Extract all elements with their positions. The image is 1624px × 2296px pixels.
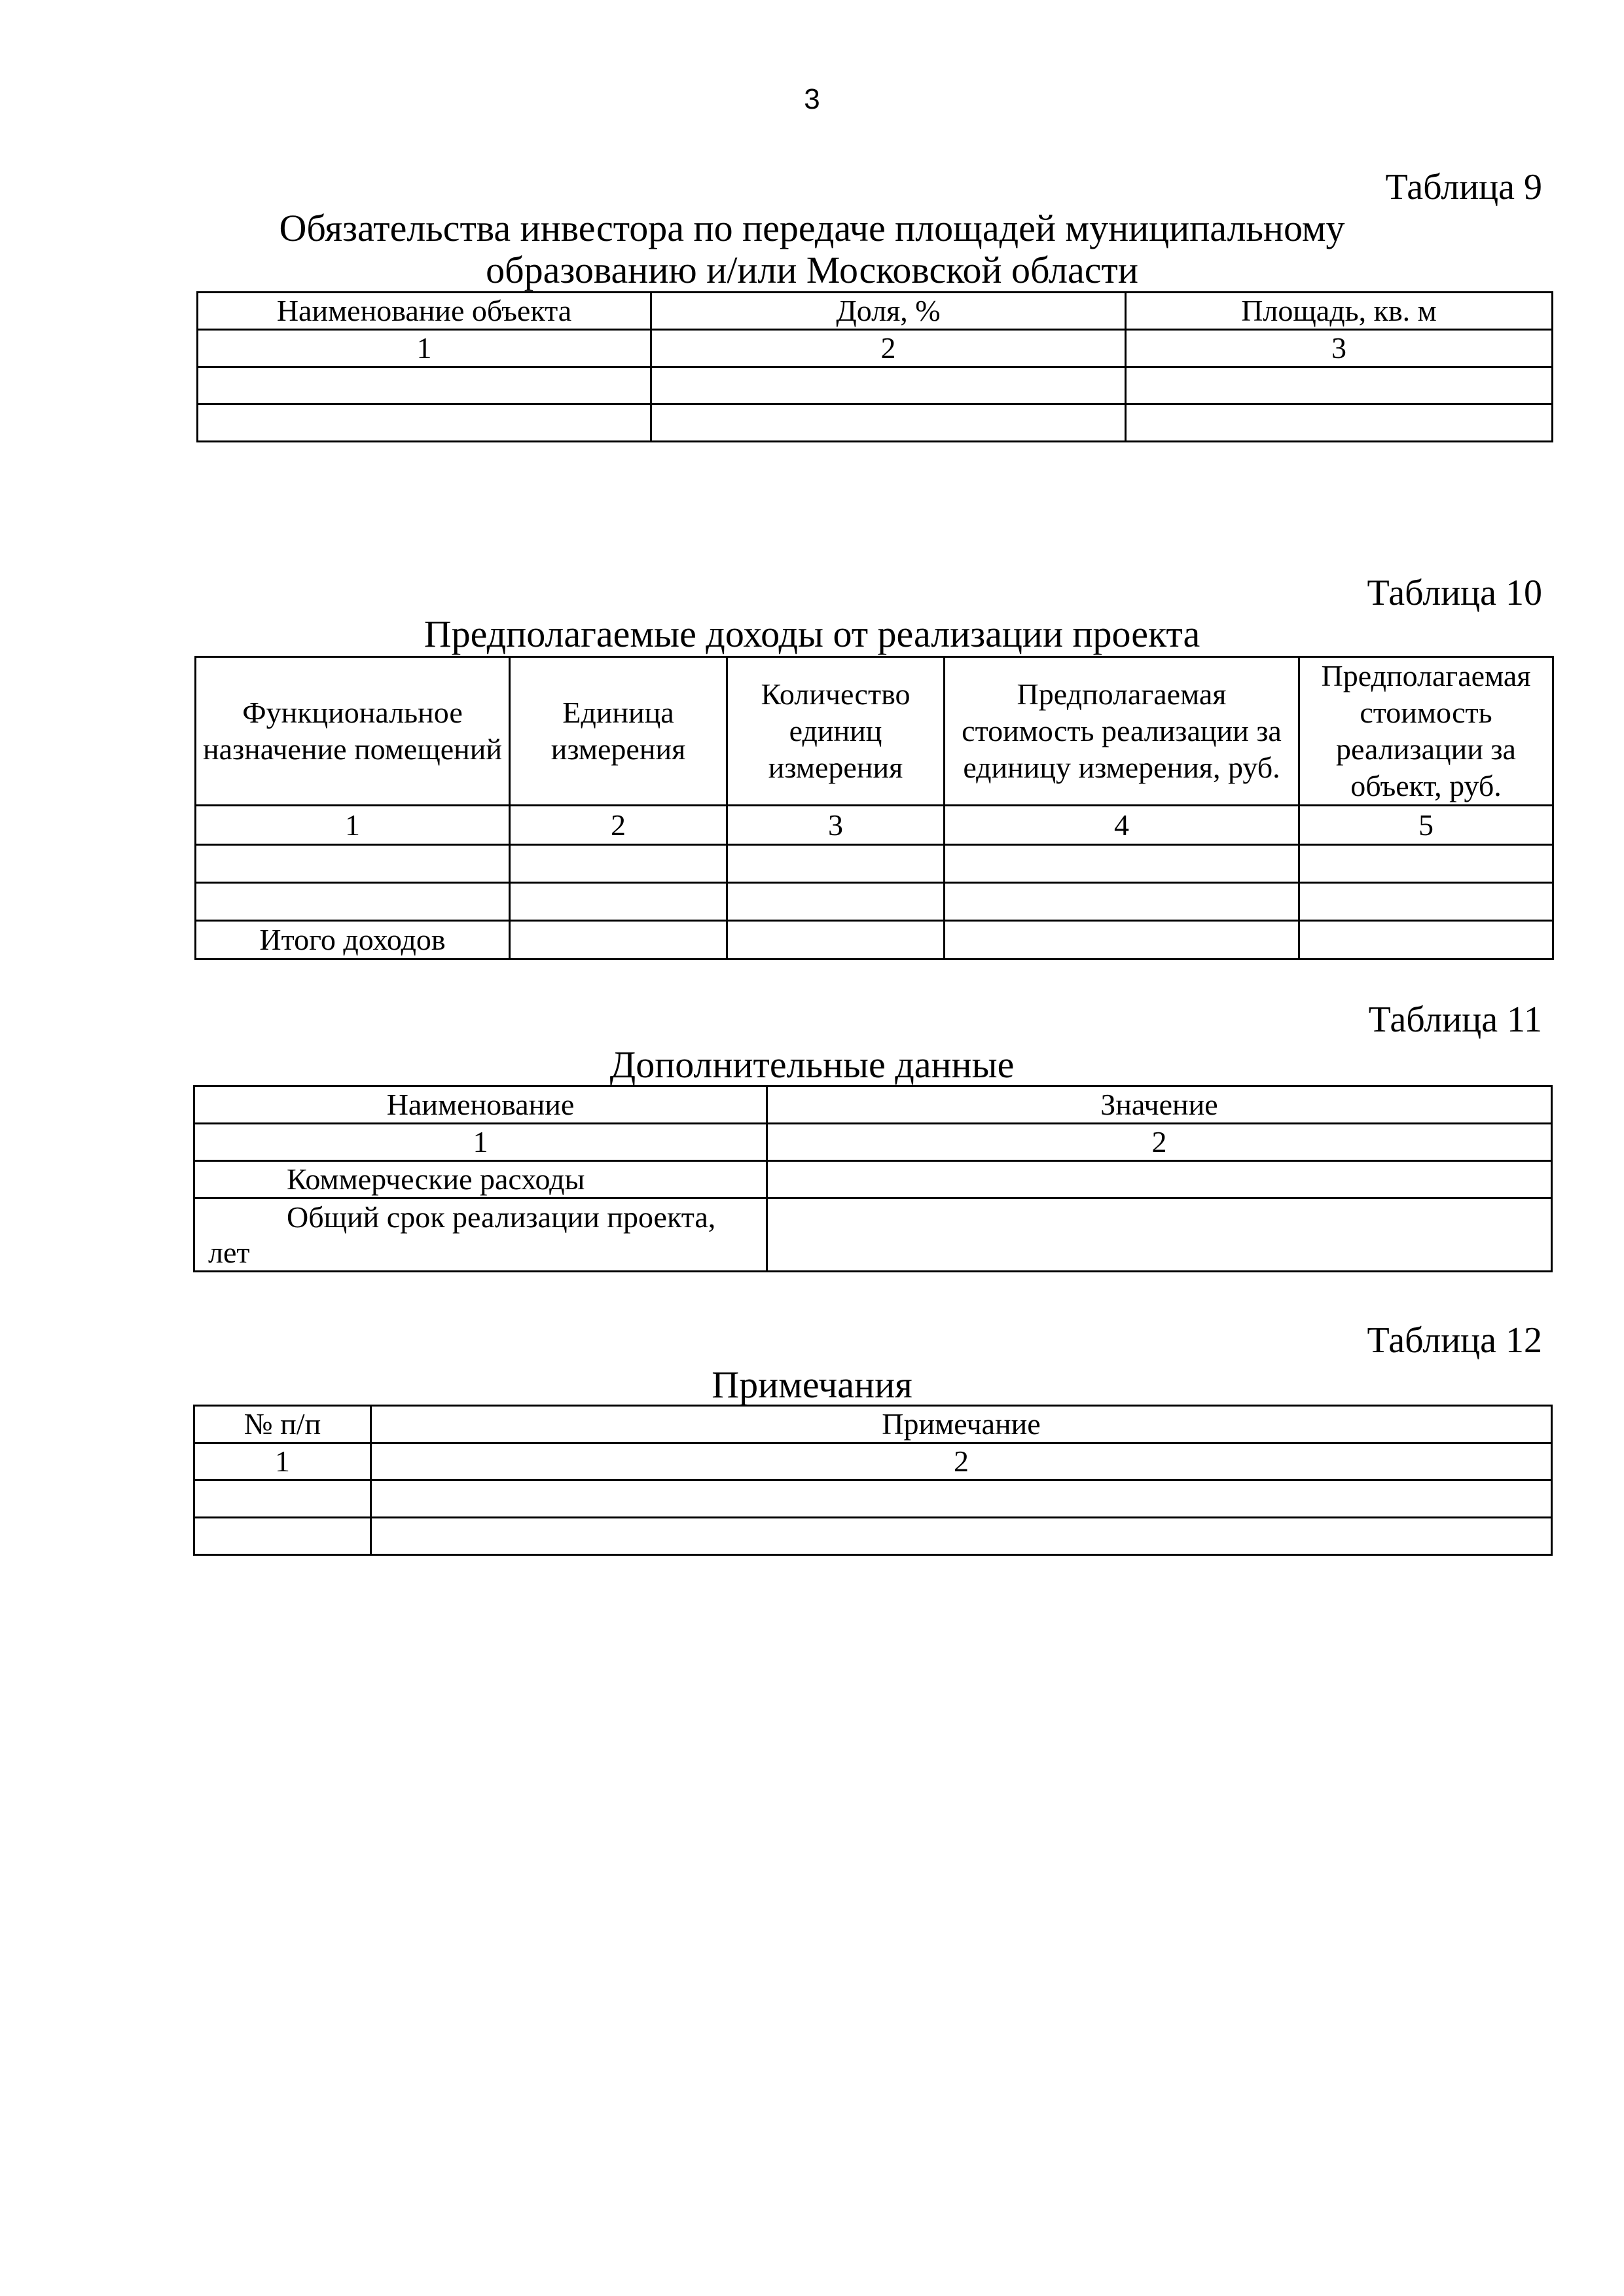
empty-cell bbox=[194, 1480, 371, 1518]
column-number-cell: 1 bbox=[194, 1124, 767, 1161]
header-cell: Предполагаемая стоимость реализации за единицу измерения, руб. bbox=[945, 657, 1299, 806]
table-row bbox=[196, 657, 1553, 806]
table-10-title: Предполагаемые доходы от реализации проекта bbox=[424, 613, 1200, 655]
column-number-cell: 2 bbox=[510, 806, 727, 845]
table-row bbox=[196, 883, 1553, 921]
header-cell: Единица измерения bbox=[510, 657, 727, 806]
empty-cell bbox=[510, 921, 727, 960]
table-11-label: Таблица 11 bbox=[1368, 999, 1542, 1040]
table-row bbox=[194, 1480, 1552, 1518]
header-cell: Количество единиц измерения bbox=[727, 657, 945, 806]
header-cell: Функциональное назначение помещений bbox=[196, 657, 510, 806]
table-row bbox=[196, 845, 1553, 883]
table-row bbox=[194, 1124, 1552, 1161]
header-cell: Наименование объекта bbox=[198, 293, 651, 330]
table-row bbox=[198, 330, 1553, 367]
empty-cell bbox=[196, 845, 510, 883]
header-cell: Площадь, кв. м bbox=[1126, 293, 1553, 330]
table-11-title: Дополнительные данные bbox=[609, 1043, 1015, 1086]
table-10 bbox=[194, 656, 1554, 960]
empty-cell bbox=[1299, 845, 1553, 883]
table-row bbox=[194, 1161, 1552, 1198]
empty-cell bbox=[194, 1518, 371, 1555]
empty-cell bbox=[371, 1480, 1552, 1518]
column-number-cell: 4 bbox=[945, 806, 1299, 845]
empty-cell bbox=[198, 404, 651, 442]
empty-cell bbox=[945, 921, 1299, 960]
column-number-cell: 1 bbox=[196, 806, 510, 845]
empty-cell bbox=[767, 1198, 1552, 1272]
header-cell: Предполагаемая стоимость реализации за объект, руб. bbox=[1299, 657, 1553, 806]
empty-cell bbox=[198, 367, 651, 404]
empty-cell bbox=[510, 845, 727, 883]
column-number-cell: 2 bbox=[651, 330, 1126, 367]
column-number-cell: 2 bbox=[767, 1124, 1552, 1161]
table-row bbox=[198, 293, 1553, 330]
column-number-cell: 1 bbox=[194, 1443, 371, 1480]
page-number: 3 bbox=[804, 83, 820, 115]
table-12 bbox=[193, 1405, 1553, 1556]
table-row bbox=[196, 806, 1553, 845]
empty-cell bbox=[1299, 921, 1553, 960]
total-label-cell: Итого доходов bbox=[196, 921, 510, 960]
column-number-cell: 3 bbox=[727, 806, 945, 845]
empty-cell bbox=[196, 883, 510, 921]
table-12-title: Примечания bbox=[712, 1363, 912, 1406]
header-cell: Примечание bbox=[371, 1406, 1552, 1443]
header-cell: Доля, % bbox=[651, 293, 1126, 330]
empty-cell bbox=[1126, 404, 1553, 442]
empty-cell bbox=[727, 921, 945, 960]
commercial-expenses-cell: Коммерческие расходы bbox=[194, 1161, 767, 1198]
table-11 bbox=[193, 1085, 1553, 1272]
table-row bbox=[194, 1443, 1552, 1480]
project-term-line-2: лет bbox=[208, 1235, 250, 1269]
header-cell: Значение bbox=[767, 1086, 1552, 1124]
empty-cell bbox=[945, 883, 1299, 921]
empty-cell bbox=[651, 367, 1126, 404]
table-9-title-line-1: Обязательства инвестора по передаче площадей муниципальному bbox=[279, 207, 1345, 249]
table-row bbox=[196, 921, 1553, 960]
column-number-cell: 3 bbox=[1126, 330, 1553, 367]
header-cell: Наименование bbox=[194, 1086, 767, 1124]
table-row bbox=[198, 404, 1553, 442]
project-term-line-1: Общий срок реализации проекта, bbox=[287, 1200, 716, 1234]
table-row bbox=[194, 1198, 1552, 1272]
table-row bbox=[194, 1518, 1552, 1555]
column-number-cell: 2 bbox=[371, 1443, 1552, 1480]
empty-cell bbox=[945, 845, 1299, 883]
table-row bbox=[198, 367, 1553, 404]
table-9-title-line-2: образованию и/или Московской области bbox=[486, 249, 1138, 291]
table-9-label: Таблица 9 bbox=[1385, 167, 1542, 207]
table-row bbox=[194, 1086, 1552, 1124]
table-10-label: Таблица 10 bbox=[1367, 573, 1542, 613]
project-term-cell bbox=[194, 1198, 767, 1272]
empty-cell bbox=[727, 883, 945, 921]
table-9 bbox=[196, 291, 1553, 442]
empty-cell bbox=[1299, 883, 1553, 921]
column-number-cell: 5 bbox=[1299, 806, 1553, 845]
table-row bbox=[194, 1406, 1552, 1443]
column-number-cell: 1 bbox=[198, 330, 651, 367]
table-12-label: Таблица 12 bbox=[1367, 1320, 1542, 1361]
empty-cell bbox=[727, 845, 945, 883]
header-cell: № п/п bbox=[194, 1406, 371, 1443]
empty-cell bbox=[651, 404, 1126, 442]
empty-cell bbox=[1126, 367, 1553, 404]
empty-cell bbox=[510, 883, 727, 921]
empty-cell bbox=[371, 1518, 1552, 1555]
empty-cell bbox=[767, 1161, 1552, 1198]
